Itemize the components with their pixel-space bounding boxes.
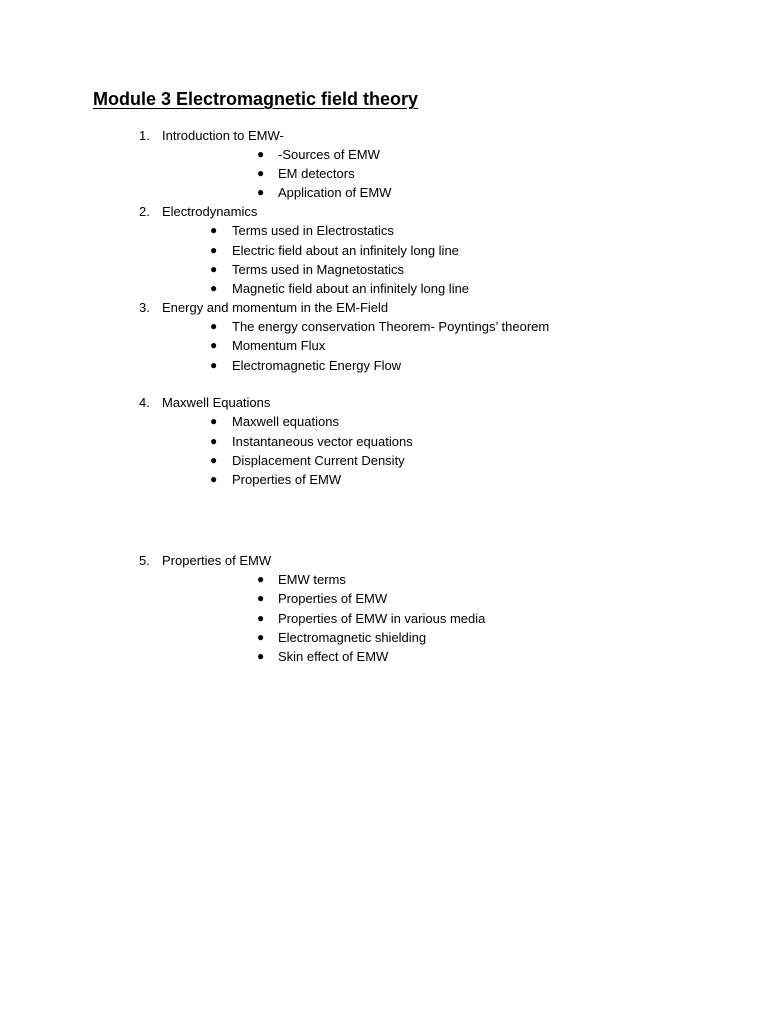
section-heading: Maxwell Equations <box>162 395 271 410</box>
bullet-icon: ● <box>210 358 218 372</box>
list-item: Properties of EMW <box>232 472 342 487</box>
bullet-icon: ● <box>210 223 218 237</box>
list-item: Skin effect of EMW <box>278 649 389 664</box>
list-item: Application of EMW <box>278 185 392 200</box>
section-heading: Electrodynamics <box>162 204 258 219</box>
bullet-icon: ● <box>210 434 218 448</box>
section-heading: Introduction to EMW- <box>162 128 284 143</box>
bullet-icon: ● <box>210 338 218 352</box>
bullet-icon: ● <box>257 611 265 625</box>
bullet-icon: ● <box>210 281 218 295</box>
bullet-icon: ● <box>257 572 265 586</box>
list-item: EM detectors <box>278 166 355 181</box>
list-item: Displacement Current Density <box>232 453 405 468</box>
list-item: Properties of EMW in various media <box>278 611 486 626</box>
list-item: EMW terms <box>278 572 346 587</box>
bullet-icon: ● <box>210 319 218 333</box>
list-item: Magnetic field about an infinitely long line <box>232 281 470 296</box>
section-heading: Energy and momentum in the EM-Field <box>162 300 389 315</box>
section-number: 5. <box>139 553 150 568</box>
section-number: 4. <box>139 395 150 410</box>
bullet-icon: ● <box>210 414 218 428</box>
list-item: Terms used in Electrostatics <box>232 223 394 238</box>
list-item: Terms used in Magnetostatics <box>232 262 404 277</box>
bullet-icon: ● <box>210 472 218 486</box>
bullet-icon: ● <box>257 591 265 605</box>
list-item: Maxwell equations <box>232 414 339 429</box>
list-item: -Sources of EMW <box>278 147 380 162</box>
bullet-icon: ● <box>210 262 218 276</box>
list-item: Electromagnetic shielding <box>278 630 427 645</box>
bullet-icon: ● <box>257 147 265 161</box>
page-title: Module 3 Electromagnetic field theory <box>93 89 419 109</box>
section-number: 1. <box>139 128 150 143</box>
list-item: Electromagnetic Energy Flow <box>232 358 402 373</box>
list-item: Instantaneous vector equations <box>232 434 413 449</box>
bullet-icon: ● <box>257 630 265 644</box>
list-item: Properties of EMW <box>278 591 388 606</box>
list-item: Electric field about an infinitely long line <box>232 243 459 258</box>
list-item: Momentum Flux <box>232 338 326 353</box>
section-heading: Properties of EMW <box>162 553 272 568</box>
list-item: The energy conservation Theorem- Poyntings’ theorem <box>232 319 550 334</box>
bullet-icon: ● <box>257 166 265 180</box>
bullet-icon: ● <box>210 453 218 467</box>
bullet-icon: ● <box>257 185 265 199</box>
bullet-icon: ● <box>210 243 218 257</box>
section-number: 2. <box>139 204 150 219</box>
section-number: 3. <box>139 300 150 315</box>
bullet-icon: ● <box>257 649 265 663</box>
